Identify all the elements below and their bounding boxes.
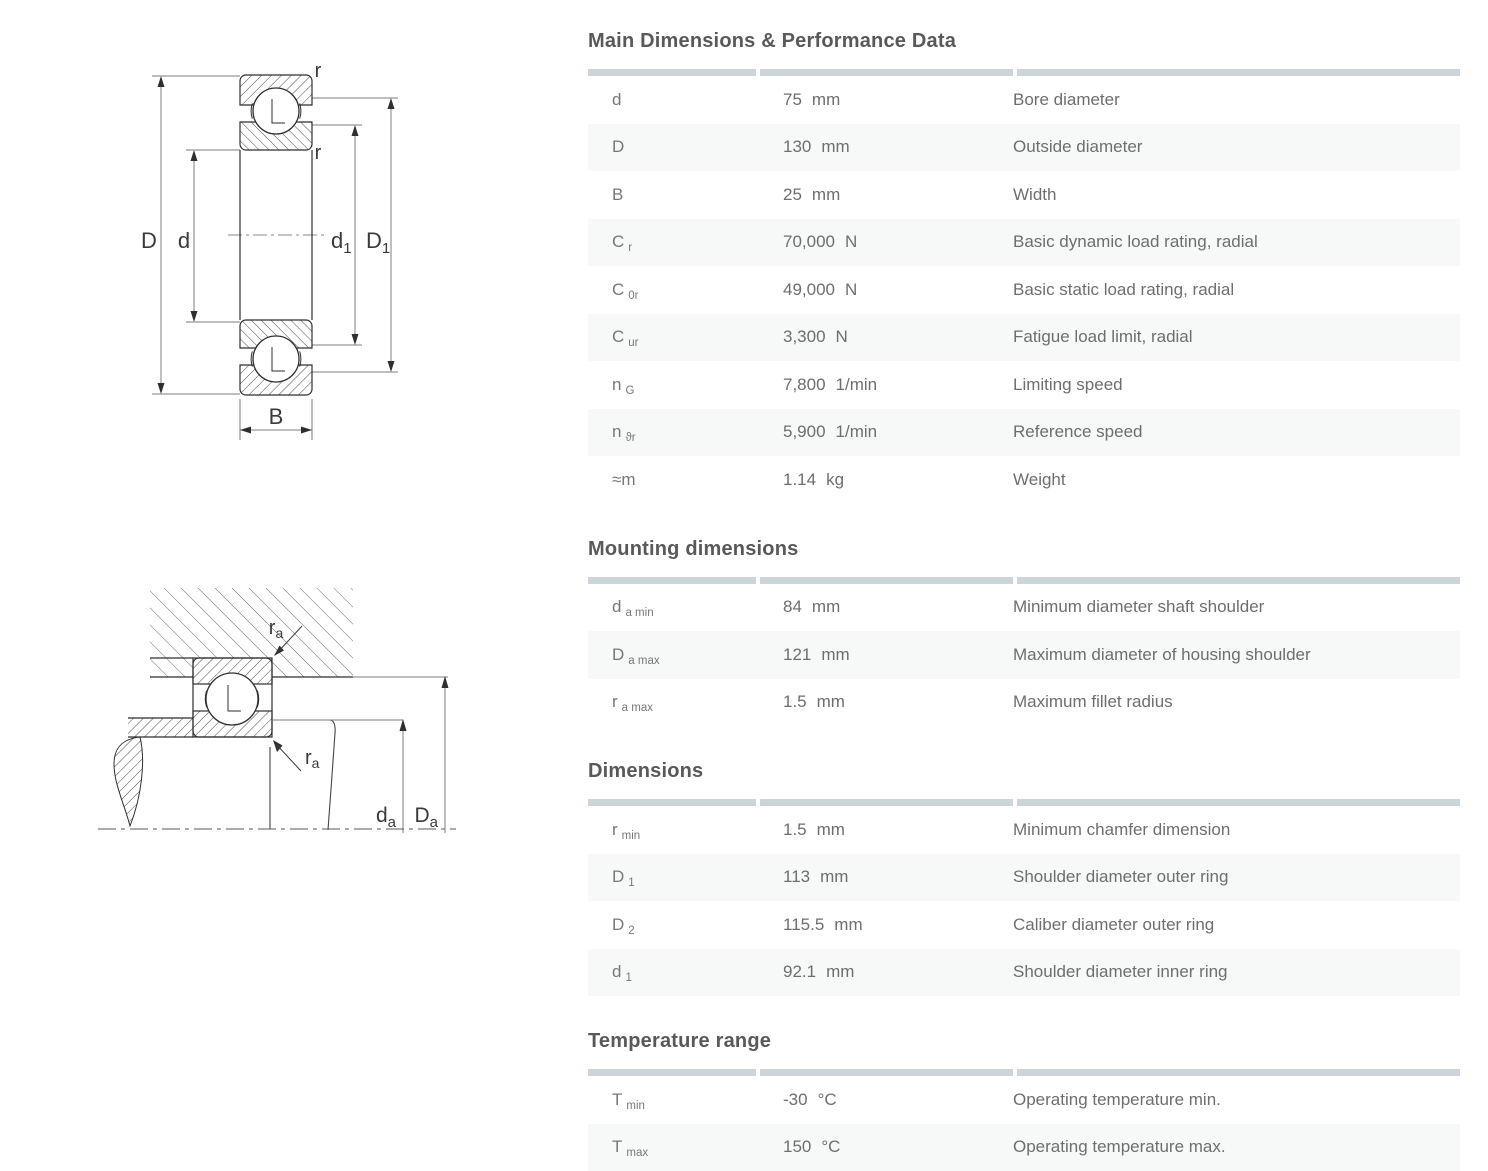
symbol-base: C: [612, 279, 625, 299]
symbol-base: D: [612, 867, 625, 887]
symbol-cell: [588, 232, 756, 255]
value-cell: [756, 962, 1009, 982]
unit: mm: [811, 597, 841, 617]
description: Width: [1013, 184, 1057, 204]
bearing-mounting-drawing: [98, 588, 456, 833]
value: 130: [783, 137, 812, 157]
symbol-cell: [588, 1137, 756, 1160]
label-da: $d_a$: [375, 804, 396, 831]
table-row: [588, 76, 1460, 124]
mounted-bearing: [193, 658, 272, 737]
header-bar-segment: [760, 799, 1013, 806]
header-bar-segment: [588, 577, 756, 584]
value-cell: [756, 375, 1009, 395]
table-row: [588, 1076, 1460, 1124]
table-row: [588, 314, 1460, 362]
header-bar-segment: [1017, 577, 1460, 584]
symbol-subscript: a min: [625, 607, 654, 620]
symbol-cell: [588, 867, 756, 890]
label-outside-diameter: D: [141, 228, 157, 253]
symbol-subscript: ur: [628, 337, 639, 350]
table-row: [588, 171, 1460, 219]
description: Bore diameter: [1013, 89, 1120, 109]
shaft-section: [128, 718, 193, 737]
unit: mm: [811, 89, 841, 109]
value: 25: [783, 184, 802, 204]
section-title: Main Dimensions & Performance Data: [588, 30, 957, 52]
table-header-bar: [588, 69, 1460, 76]
symbol-cell: [588, 645, 756, 665]
table-header-bar: [588, 1069, 1460, 1076]
symbol-subscript: a max: [621, 702, 653, 715]
symbol-base: D: [612, 914, 625, 934]
description: Basic dynamic load rating, radial: [1013, 232, 1258, 252]
symbol-cell: [588, 962, 756, 985]
description: Basic static load rating, radial: [1013, 279, 1235, 299]
value-cell: [756, 1090, 1009, 1110]
table-row: [588, 456, 1460, 504]
value: 75: [783, 89, 802, 109]
table-rows: [588, 806, 1460, 996]
value: 5,900: [783, 422, 826, 442]
unit: 1/min: [835, 374, 878, 394]
data-section: [588, 760, 1460, 996]
bearing-drawings-svg: [0, 0, 560, 900]
symbol-cell: [588, 185, 756, 205]
symbol-base: n: [612, 422, 622, 442]
header-bar-segment: [588, 799, 756, 806]
value-cell: [756, 692, 1009, 712]
section-title: Mounting dimensions: [588, 537, 799, 560]
data-section: [588, 30, 1460, 504]
symbol-base: B: [612, 184, 624, 204]
value-cell: [756, 137, 1009, 157]
symbol-cell: [588, 422, 756, 445]
value: 150: [783, 1137, 812, 1157]
description: Reference speed: [1013, 422, 1143, 442]
description: Maximum diameter of housing shoulder: [1013, 644, 1311, 664]
unit: 1/min: [835, 422, 878, 442]
symbol-subscript: a max: [628, 654, 660, 667]
table-rows: [588, 76, 1460, 504]
table-header-bar: [588, 799, 1460, 806]
value: 1.5: [783, 692, 807, 712]
value-cell: [756, 820, 1009, 840]
section-title: Dimensions: [588, 760, 704, 782]
symbol-base: d: [612, 597, 622, 617]
value: 49,000: [783, 279, 835, 299]
label-ra-bottom: $r_a$: [305, 747, 320, 771]
symbol-subscript: 1: [628, 877, 635, 890]
value: 92.1: [783, 962, 817, 982]
value-cell: [756, 867, 1009, 887]
unit: mm: [811, 184, 841, 204]
bearing-cross-section-drawing: [141, 60, 398, 440]
symbol-cell: [588, 280, 756, 300]
bearing-section: [240, 75, 312, 395]
value: 7,800: [783, 374, 826, 394]
table-header-bar: [588, 577, 1460, 584]
value: 115.5: [783, 914, 825, 934]
table-row: [588, 219, 1460, 267]
symbol-subscript: 0r: [628, 289, 639, 302]
table-row: [588, 124, 1460, 172]
label-r-outer: r: [314, 60, 322, 82]
symbol-base: D: [612, 644, 625, 664]
label-width-B: B: [268, 404, 284, 429]
description: Outside diameter: [1013, 137, 1143, 157]
header-bar-segment: [588, 1069, 756, 1076]
unit: °C: [817, 1089, 837, 1109]
value: 70,000: [783, 232, 835, 252]
value-cell: [756, 327, 1009, 347]
value-cell: [756, 1137, 1009, 1157]
unit: mm: [834, 914, 863, 934]
value: 84: [783, 597, 802, 617]
symbol-base: C: [612, 232, 625, 252]
value: 121: [783, 644, 812, 664]
section-title: Temperature range: [588, 1030, 772, 1052]
header-bar-segment: [1017, 799, 1460, 806]
symbol-cell: [588, 692, 756, 715]
unit: mm: [816, 692, 845, 712]
symbol-cell: [588, 1090, 756, 1110]
label-d1: $d_1$: [331, 228, 352, 257]
value: 1.5: [783, 819, 807, 839]
table-rows: [588, 584, 1460, 727]
description: Minimum chamfer dimension: [1013, 819, 1231, 839]
symbol-base: D: [612, 137, 625, 157]
unit: mm: [821, 137, 850, 157]
table-row: [588, 584, 1460, 632]
unit: °C: [821, 1137, 841, 1157]
unit: N: [845, 232, 858, 252]
symbol-subscript: ϑr: [625, 432, 636, 445]
description: Minimum diameter shaft shoulder: [1013, 597, 1265, 617]
symbol-subscript: max: [626, 1147, 649, 1160]
unit: mm: [816, 819, 845, 839]
symbol-base: ≈m: [612, 469, 636, 489]
header-bar-segment: [1017, 1069, 1460, 1076]
symbol-base: d: [612, 89, 622, 109]
symbol-cell: [588, 820, 756, 840]
symbol-cell: [588, 90, 756, 110]
symbol-base: T: [612, 1137, 623, 1157]
table-row: [588, 854, 1460, 902]
description: Limiting speed: [1013, 374, 1123, 394]
description: Shoulder diameter outer ring: [1013, 867, 1229, 887]
symbol-base: r: [612, 819, 618, 839]
header-bar-segment: [760, 1069, 1013, 1076]
symbol-subscript: min: [626, 1099, 645, 1112]
symbol-cell: [588, 327, 756, 350]
symbol-subscript: G: [625, 384, 635, 397]
label-D1: $D_1$: [366, 228, 391, 257]
technical-drawings: [0, 0, 560, 900]
ball-mounted: [206, 673, 258, 725]
ball-top: [253, 88, 299, 134]
value-cell: [756, 645, 1009, 665]
value: 1.14: [783, 469, 817, 489]
value-cell: [756, 185, 1009, 205]
value: 113: [783, 867, 811, 887]
ball-bottom: [253, 336, 299, 382]
symbol-cell: [588, 470, 756, 490]
value-cell: [756, 280, 1009, 300]
table-row: [588, 949, 1460, 997]
value: 3,300: [783, 327, 826, 347]
header-bar-segment: [1017, 69, 1460, 76]
value-cell: [756, 422, 1009, 442]
symbol-base: C: [612, 327, 625, 347]
value-cell: [756, 90, 1009, 110]
unit: kg: [826, 469, 845, 489]
unit: mm: [826, 962, 855, 982]
label-Da: $D_a$: [414, 804, 438, 831]
description: Weight: [1013, 469, 1066, 489]
header-bar-segment: [760, 69, 1013, 76]
unit: mm: [821, 644, 850, 664]
shaft-shoulder-fillet: [114, 737, 143, 826]
description: Shoulder diameter inner ring: [1013, 962, 1228, 982]
unit: N: [845, 279, 858, 299]
value-cell: [756, 232, 1009, 252]
symbol-subscript: min: [621, 829, 641, 842]
label-ra-top: $r_a$: [268, 617, 284, 641]
table-row: [588, 266, 1460, 314]
symbol-subscript: 1: [625, 972, 632, 985]
header-bar-segment: [588, 69, 756, 76]
symbol-base: n: [612, 374, 622, 394]
table-row: [588, 806, 1460, 854]
value-cell: [756, 470, 1009, 490]
symbol-cell: [588, 137, 756, 157]
table-row: [588, 409, 1460, 457]
table-rows: [588, 1076, 1460, 1171]
table-row: [588, 679, 1460, 727]
description: Maximum fillet radius: [1013, 692, 1173, 712]
symbol-base: d: [612, 962, 622, 982]
symbol-subscript: 2: [628, 924, 635, 937]
data-section: [588, 1030, 1460, 1171]
symbol-cell: [588, 597, 756, 620]
description: Operating temperature max.: [1013, 1137, 1226, 1157]
header-bar-segment: [760, 577, 1013, 584]
description: Fatigue load limit, radial: [1013, 327, 1193, 347]
symbol-base: r: [612, 692, 618, 712]
symbol-cell: [588, 375, 756, 395]
data-section: [588, 538, 1460, 727]
unit: N: [835, 327, 848, 347]
symbol-subscript: r: [628, 242, 633, 255]
description: Operating temperature min.: [1013, 1089, 1221, 1109]
value: -30: [783, 1089, 808, 1109]
label-bore-diameter: d: [177, 228, 191, 253]
table-row: [588, 361, 1460, 409]
datasheet-tables: [588, 30, 1460, 1171]
value-cell: [756, 597, 1009, 617]
value-cell: [756, 915, 1009, 935]
symbol-base: T: [612, 1089, 623, 1109]
table-row: [588, 631, 1460, 679]
symbol-cell: [588, 915, 756, 935]
label-r-inner: r: [314, 142, 322, 164]
unit: mm: [820, 867, 849, 887]
table-row: [588, 1124, 1460, 1171]
table-row: [588, 901, 1460, 949]
shaft-profile: [328, 720, 335, 830]
description: Caliber diameter outer ring: [1013, 914, 1215, 934]
